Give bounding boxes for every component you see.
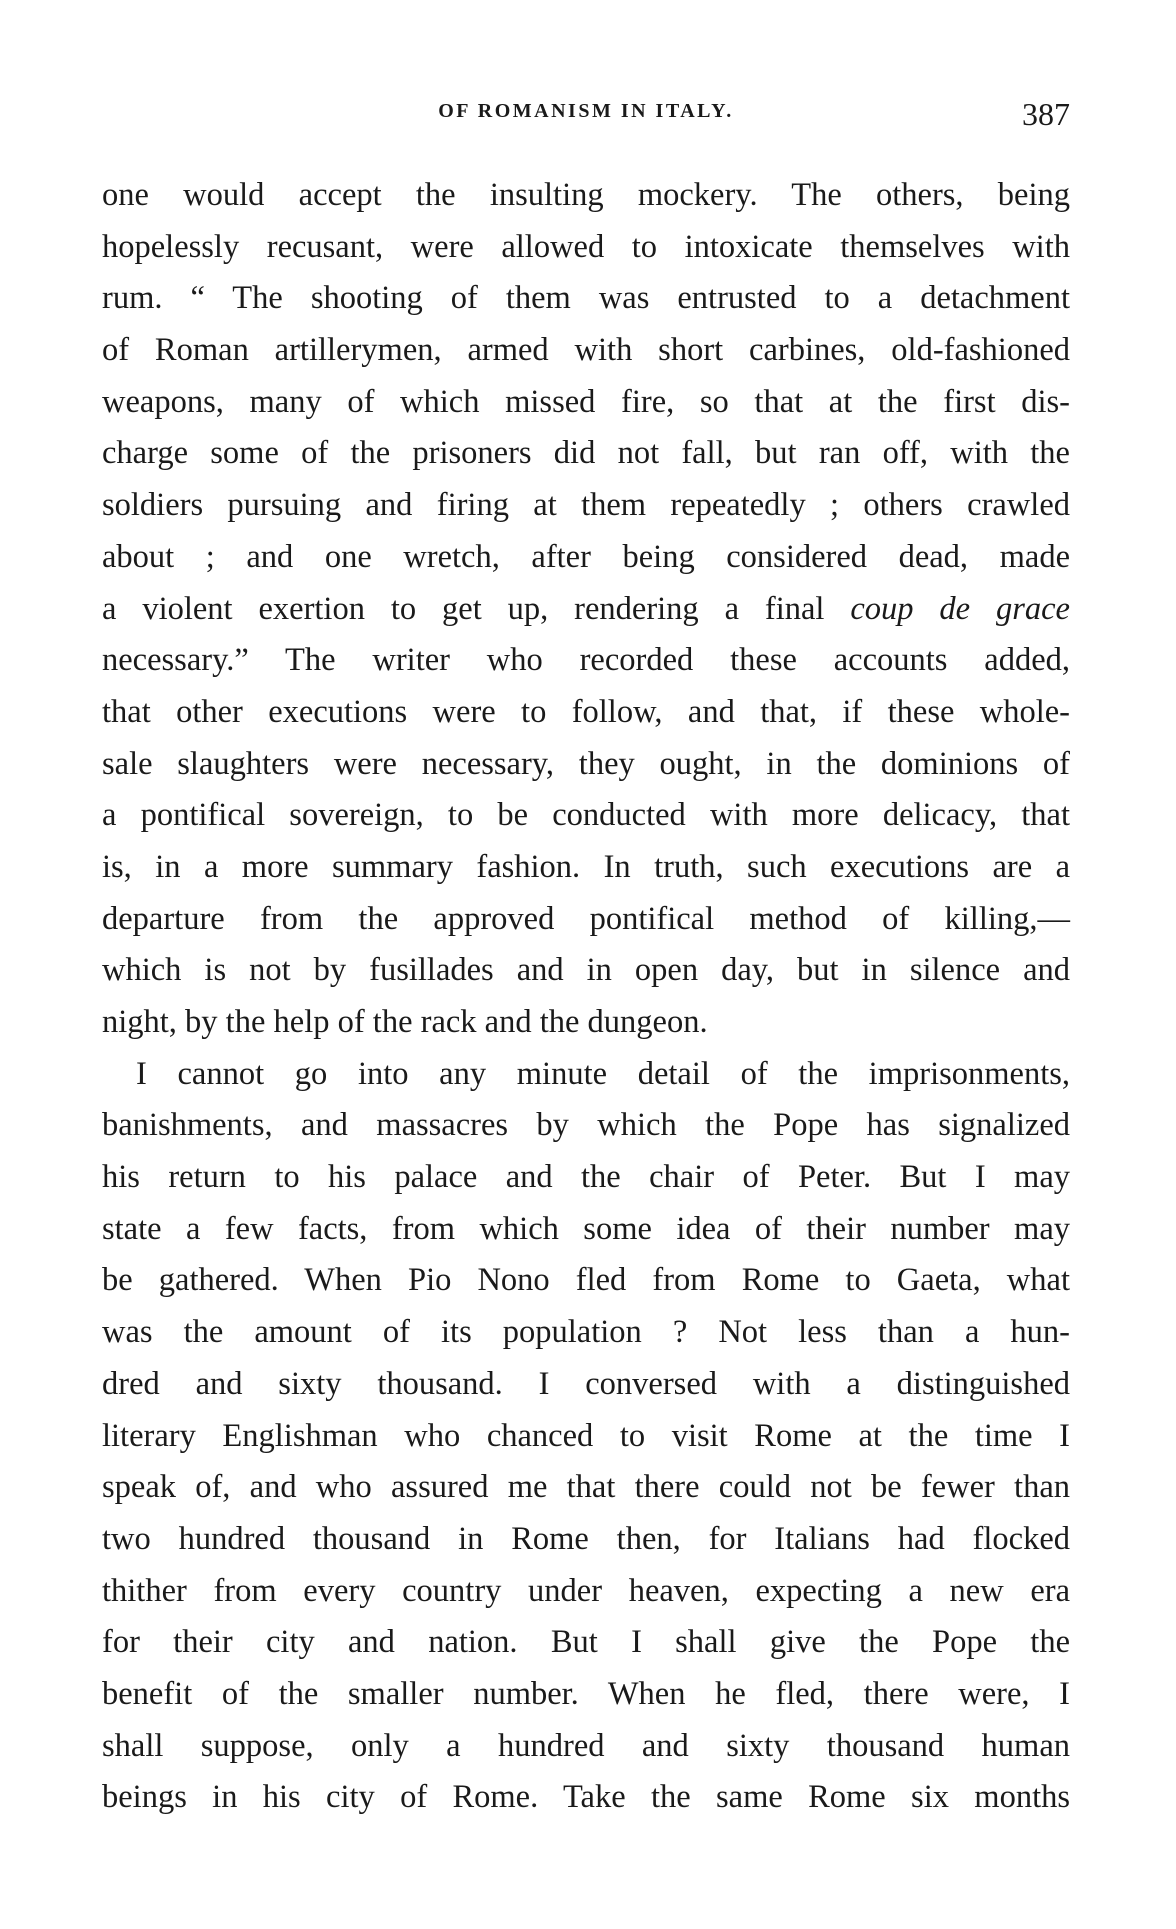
text-line: literary Englishman who chanced to visit Rome at the time I bbox=[102, 1417, 1070, 1454]
paragraph-end-line: night, by the help of the rack and the dungeon. bbox=[102, 1004, 708, 1040]
text-line: was the amount of its population ? Not less than a hun- bbox=[102, 1314, 1070, 1351]
running-head bbox=[102, 96, 1070, 136]
text-line: for their city and nation. But I shall give the Pope the bbox=[102, 1624, 1070, 1661]
body-text bbox=[102, 170, 1070, 1824]
text-line: two hundred thousand in Rome then, for Italians had flocked bbox=[102, 1520, 1070, 1557]
text-line: speak of, and who assured me that there could not be fewer than bbox=[102, 1469, 1070, 1506]
running-title: OF ROMANISM IN ITALY. bbox=[438, 100, 734, 122]
text-line: banishments, and massacres by which the Pope has signalized bbox=[102, 1107, 1070, 1144]
text-line: shall suppose, only a hundred and sixty thousand human bbox=[102, 1727, 1070, 1764]
text-line: departure from the approved pontifical method of killing,— bbox=[102, 900, 1070, 937]
text-line: about ; and one wretch, after being considered dead, made bbox=[102, 538, 1070, 575]
text-line: necessary.” The writer who recorded these accounts added, bbox=[102, 642, 1070, 679]
page-number: 387 bbox=[1022, 96, 1070, 132]
text-line: sale slaughters were necessary, they ought, in the dominions of bbox=[102, 745, 1070, 782]
text-line: dred and sixty thousand. I conversed with a distinguished bbox=[102, 1365, 1070, 1402]
text-line: beings in his city of Rome. Take the same Rome six months bbox=[102, 1779, 1070, 1816]
paragraph-start-line: I cannot go into any minute detail of the imprisonments, bbox=[136, 1055, 1070, 1092]
text-line: charge some of the prisoners did not fall, but ran off, with the bbox=[102, 435, 1070, 472]
italic-phrase: coup de grace bbox=[850, 590, 1070, 627]
text-line: of Roman artillerymen, armed with short carbines, old-fashioned bbox=[102, 332, 1070, 369]
text-line: one would accept the insulting mockery. The others, being bbox=[102, 177, 1070, 213]
text-line bbox=[102, 584, 1070, 636]
text-line: which is not by fusillades and in open day, but in silence and bbox=[102, 952, 1070, 989]
text-line-start: a violent exertion to get up, rendering a final bbox=[102, 590, 851, 627]
text-line: a pontifical sovereign, to be conducted with more delicacy, that bbox=[102, 797, 1070, 834]
text-line: soldiers pursuing and firing at them repeatedly ; others crawled bbox=[102, 487, 1070, 524]
text-line: be gathered. When Pio Nono fled from Rome to Gaeta, what bbox=[102, 1262, 1070, 1299]
text-line: rum. “ The shooting of them was entrusted to a detachment bbox=[102, 280, 1070, 317]
text-line: that other executions were to follow, and that, if these whole- bbox=[102, 693, 1070, 730]
text-line: weapons, many of which missed fire, so that at the first dis- bbox=[102, 383, 1070, 420]
text-line: is, in a more summary fashion. In truth, such executions are a bbox=[102, 848, 1070, 885]
text-line: thither from every country under heaven, expecting a new era bbox=[102, 1572, 1070, 1609]
text-line: his return to his palace and the chair of Peter. But I may bbox=[102, 1159, 1070, 1196]
text-line: hopelessly recusant, were allowed to intoxicate themselves with bbox=[102, 228, 1070, 265]
text-line: state a few facts, from which some idea of their number may bbox=[102, 1210, 1070, 1247]
text-line: benefit of the smaller number. When he fled, there were, I bbox=[102, 1675, 1070, 1712]
